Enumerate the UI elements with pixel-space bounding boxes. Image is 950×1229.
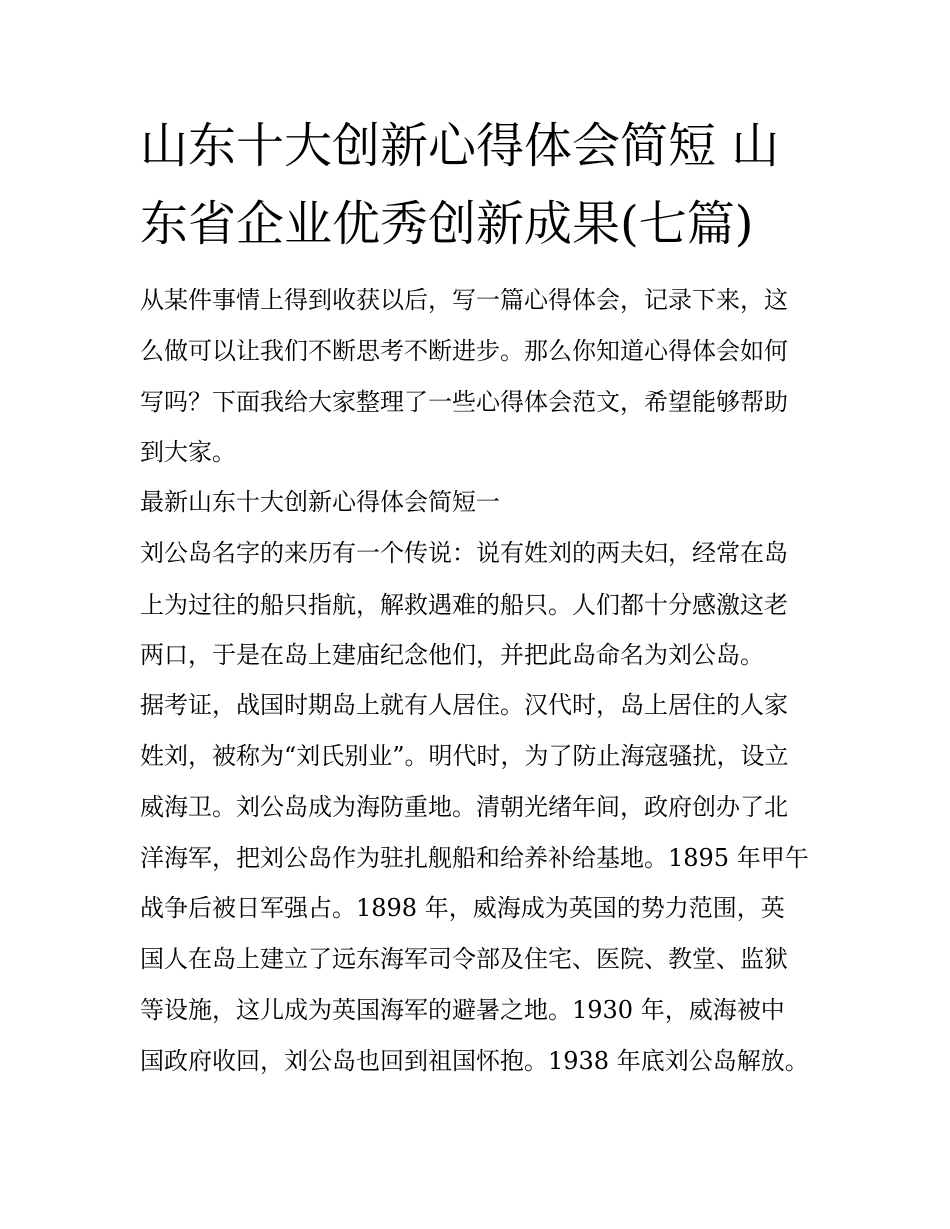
paragraph-line: 国政府收回，刘公岛也回到祖国怀抱。1938 年底刘公岛解放。: [140, 1047, 809, 1075]
paragraph-line: 国人在岛上建立了远东海军司令部及住宅、医院、教堂、监狱: [140, 945, 788, 973]
paragraph-line: 从某件事情上得到收获以后，写一篇心得体会，记录下来，这: [140, 286, 788, 314]
paragraph-line: 等设施，这儿成为英国海军的避暑之地。1930 年，威海被中: [140, 996, 785, 1024]
paragraph-line: 战争后被日军强占。1898 年，威海成为英国的势力范围，英: [140, 894, 785, 922]
paragraph-line: 姓刘，被称为“刘氏别业”。明代时，为了防止海寇骚扰，设立: [140, 742, 789, 770]
paragraph-line: 威海卫。刘公岛成为海防重地。清朝光绪年间，政府创办了北: [140, 793, 788, 821]
paragraph-line: 洋海军，把刘公岛作为驻扎舰船和给养补给基地。1895 年甲午: [140, 844, 809, 872]
paragraph-line: 写吗？下面我给大家整理了一些心得体会范文，希望能够帮助: [140, 388, 788, 416]
paragraph-line: 据考证，战国时期岛上就有人居住。汉代时，岛上居住的人家: [140, 691, 788, 719]
document-title-line-2: 东省企业优秀创新成果(七篇): [140, 196, 754, 252]
paragraph-line: 么做可以让我们不断思考不断进步。那么你知道心得体会如何: [140, 337, 788, 365]
paragraph-line: 上为过往的船只指航，解救遇难的船只。人们都十分感激这老: [140, 591, 788, 619]
paragraph-line: 两口，于是在岛上建庙纪念他们，并把此岛命名为刘公岛。: [140, 641, 764, 669]
paragraph-line: 到大家。: [140, 438, 236, 466]
paragraph-line: 刘公岛名字的来历有一个传说：说有姓刘的两夫妇，经常在岛: [140, 539, 788, 567]
document-title-line-1: 山东十大创新心得体会简短 山: [140, 118, 780, 174]
section-heading: 最新山东十大创新心得体会简短一: [140, 488, 500, 516]
